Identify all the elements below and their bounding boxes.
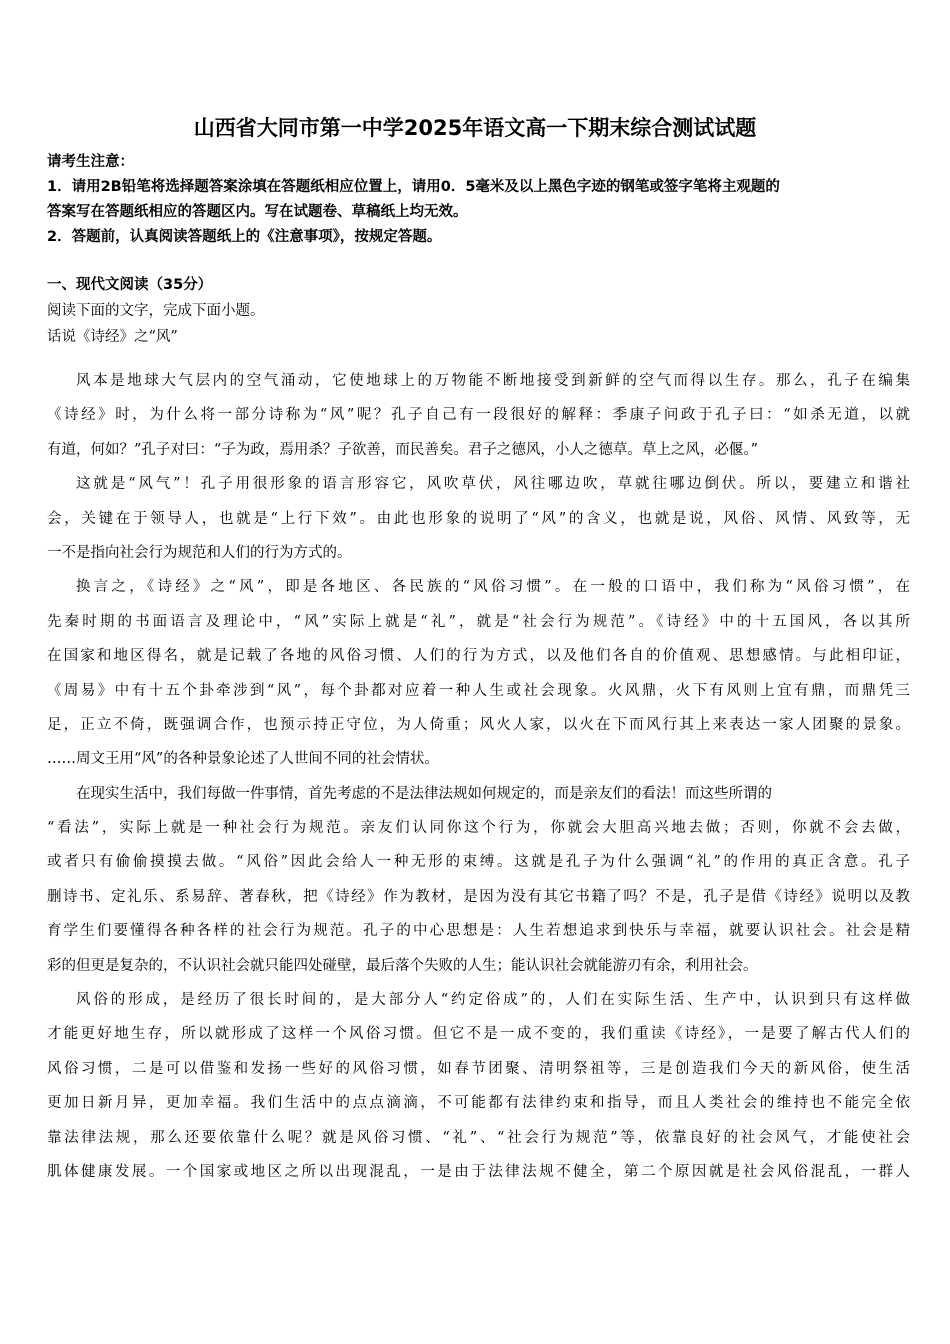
article-line: 靠法律法规，那么还要依靠什么呢？就是风俗习惯、“礼”、“社会行为规范”等，依靠良好的社会风气，才能使社会 [47, 1129, 910, 1146]
article-line: 风俗的形成，是经历了很长时间的，是大部分人“约定俗成”的，人们在实际生活、生产中，认识到只有这样做 [76, 992, 910, 1009]
article-line: 《诗经》时，为什么将一部分诗称为“风”呢？孔子自己有一段很好的解释：季康子问政于孔子曰：“如杀无道，以就 [47, 407, 910, 424]
article-line: 风俗习惯，二是可以借鉴和发扬一些好的风俗习惯，如春节团聚、清明祭祖等，三是创造我们今天的新风俗，使生活 [47, 1060, 910, 1077]
article-line: ……周文王用“风”的各种景象论述了人世间不同的社会情状。 [47, 751, 439, 768]
article-line: 彩的但更是复杂的，不认识社会就只能四处碰壁，最后落个失败的人生；能认识社会就能游刃有余，利用社会。 [47, 957, 758, 974]
article-line: 更加日新月异，更加幸福。我们生活中的点点滴滴，不可能都有法律约束和指导，而且人类社会的维持也不能完全依 [47, 1095, 910, 1112]
article-line: 有道，何如？”孔子对曰：“子为政，焉用杀？子欲善，而民善矣。君子之德风，小人之德草。草上之风，必偃。” [47, 441, 758, 458]
notice-line: 答案写在答题纸相应的答题区内。写在试题卷、草稿纸上均无效。 [47, 204, 468, 220]
reading-intro [47, 298, 907, 350]
article-line: 一不是指向社会行为规范和人们的行为方式的。 [47, 544, 352, 561]
article-line: 在现实生活中，我们每做一件事情，首先考虑的不是法律法规如何规定的，而是亲友们的看法！而这些所谓的 [76, 785, 772, 802]
article-line: 育学生们要懂得各种各样的社会行为规范。孔子的中心思想是：人生若想追求到快乐与幸福，就要认识社会。社会是精 [47, 923, 910, 940]
section-heading: 一、现代文阅读（35分） [47, 277, 213, 293]
notice-heading: 请考生注意： [47, 154, 134, 170]
article-line: 风本是地球大气层内的空气涌动，它使地球上的万物能不断地接受到新鲜的空气而得以生存。那么，孔子在编集 [76, 373, 910, 389]
article-body [47, 364, 910, 1189]
notice-line: 2．答题前，认真阅读答题纸上的《注意事项》，按规定答题。 [47, 229, 442, 245]
article-line: 或者只有偷偷摸摸去做。“风俗”因此会给人一种无形的束缚。这就是孔子为什么强调“礼”的作用的真正含意。孔子 [47, 854, 910, 871]
page-title: 山西省大同市第一中学2025年语文高一下期末综合测试试题 [193, 116, 757, 140]
article-line: 换言之，《诗经》之“风”，即是各地区、各民族的“风俗习惯”。在一般的口语中，我们称为“风俗习惯”，在 [76, 579, 910, 596]
instruction-text: 阅读下面的文字，完成下面小题。 [47, 303, 265, 319]
article-line: 这就是“风气”！孔子用很形象的语言形容它，风吹草伏，风往哪边吹，草就往哪边倒伏。所以，要建立和谐社 [76, 476, 910, 493]
article-line: 先秦时期的书面语言及理论中，“风”实际上就是“礼”，就是“社会行为规范”。《诗经》中的十五国风，各以其所 [47, 613, 910, 630]
article-line: 才能更好地生存，所以就形成了这样一个风俗习惯。但它不是一成不变的，我们重读《诗经》，一是要了解古代人们的 [47, 1026, 910, 1043]
article-line: 删诗书、定礼乐、系易辞、著春秋，把《诗经》作为教材，是因为没有其它书籍了吗？不是，孔子是借《诗经》说明以及教 [47, 888, 910, 905]
article-line: “看法”，实际上就是一种社会行为规范。亲友们认同你这个行为，你就会大胆高兴地去做；否则，你就不会去做， [47, 820, 910, 837]
article-line: 在国家和地区得名，就是记载了各地的风俗习惯、人们的行为方式，以及他们各自的价值观、思想感情。与此相印证， [47, 648, 910, 665]
article-line: 肌体健康发展。一个国家或地区之所以出现混乱，一是由于法律法规不健全，第二个原因就是社会风俗混乱，一群人 [47, 1163, 910, 1180]
article-line: 《周易》中有十五个卦牵涉到“风”，每个卦都对应着一种人生或社会现象。火风鼎，火下有风则上宜有鼎，而鼎凭三 [47, 682, 910, 699]
article-title: 话说《诗经》之“风” [47, 329, 178, 345]
article-line: 会，关键在于领导人，也就是“上行下效”。由此也形象的说明了“风”的含义，也就是说，风俗、风情、风致等，无 [47, 510, 910, 527]
candidate-notice [47, 150, 907, 250]
notice-line: 1．请用2B铅笔将选择题答案涂填在答题纸相应位置上，请用0．5毫米及以上黑色字迹的钢笔或签字笔将主观题的 [47, 179, 780, 195]
article-line: 足，正立不倚，既强调合作，也预示持正守位，为人倚重；风火人家，以火在下而风行其上来表达一家人团聚的景象。 [47, 716, 910, 733]
